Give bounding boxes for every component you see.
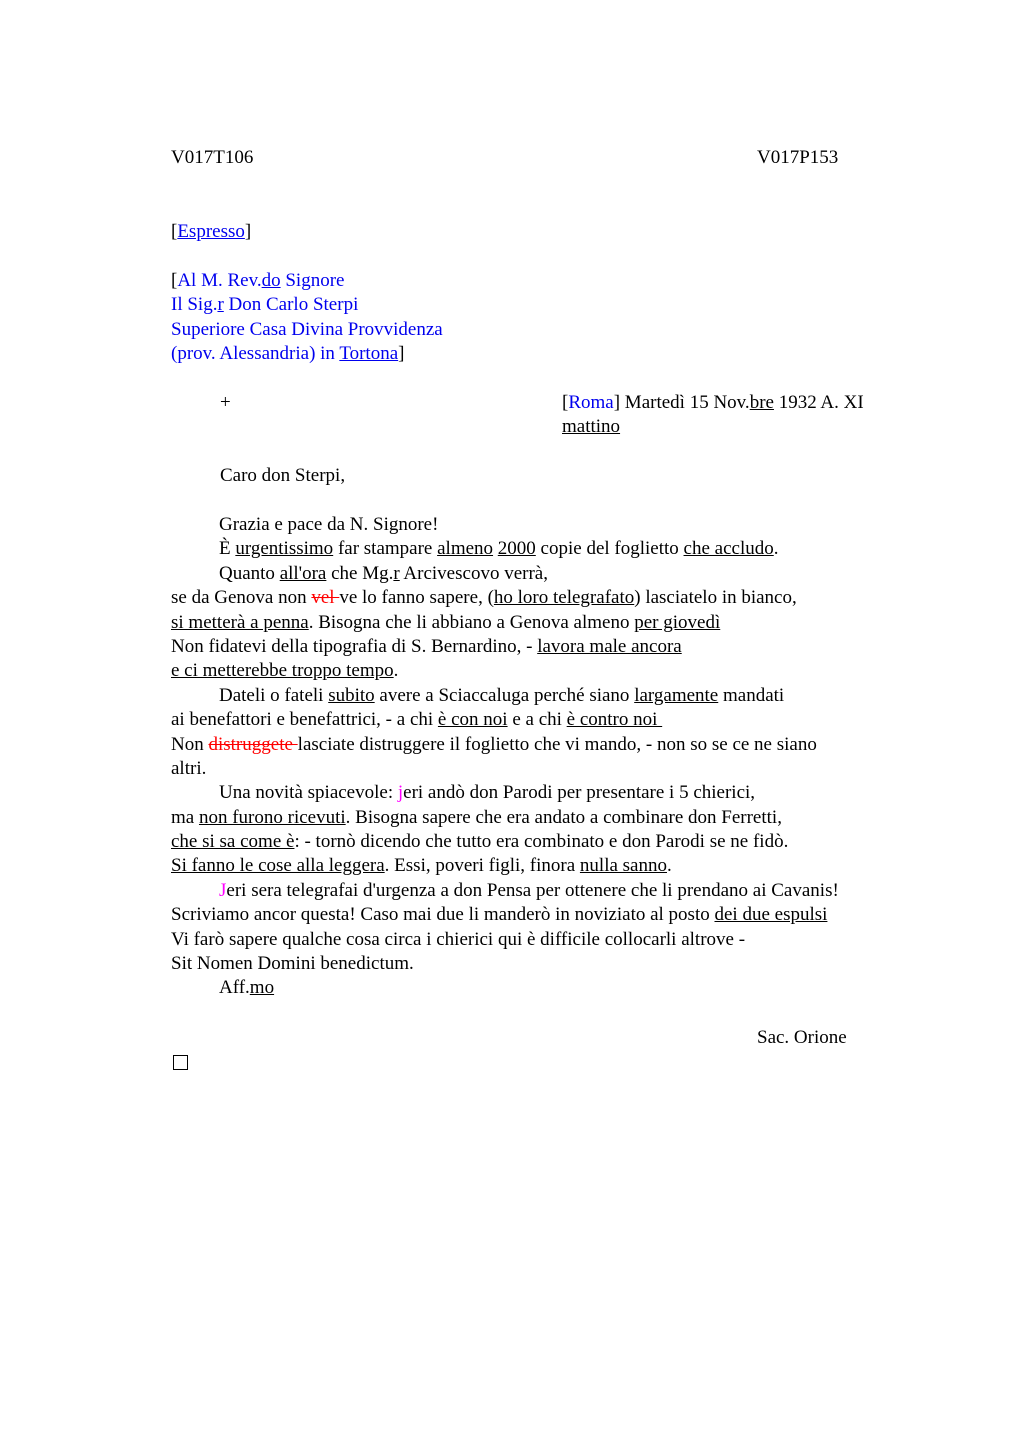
text: Non fidatevi della tipografia di S. Bernardino, - [171,635,538,657]
deleted-text: distruggete [208,733,298,755]
bracket-close: ] [244,221,252,242]
text: ai benefattori e benefattrici, - a chi [171,709,438,731]
text: : - tornò dicendo che tutto era combinato e don Parodi se ne fidò. [294,831,789,853]
underlined-text: 2000 [497,538,536,560]
document-code-left: V017T106 [171,147,254,168]
underlined-text: che si sa come è [171,831,295,853]
text: che Mg. [326,562,394,584]
deleted-text: vel [311,587,340,609]
text: lasciate distruggere il foglietto che vi mando, - non so se ce ne siano [297,733,817,755]
text: . Bisogna sapere che era andato a combinare don Ferretti, [345,806,782,828]
text: Quanto [219,562,280,584]
address-line-4 [171,342,443,366]
underlined-text: Si fanno le cose alla leggera [171,855,385,877]
underlined-text: dei due espulsi [714,904,828,926]
address-text: Il Sig. [171,294,218,316]
body-line [171,562,839,586]
body-line: Sit Nomen Domini benedictum. [171,953,414,975]
address-text: Signore [280,270,345,291]
text: . Bisogna che li abbiano a Genova almeno [308,611,635,633]
underlined-text: all'ora [279,562,327,584]
underlined-text: lavora male ancora [537,635,682,657]
text: ve lo fanno sapere, ( [339,587,494,609]
body-line [171,659,839,683]
signature: Sac. Orione [757,1027,847,1048]
address-line-2 [171,293,443,317]
salutation: Caro don Sterpi, [220,465,346,486]
text: Aff. [219,977,250,999]
text: eri sera telegrafai d'urgenza a don Pensa per ottenere che li prendano ai Cavanis! [226,879,839,901]
underlined-text: almeno [437,538,494,560]
body-line [171,806,839,830]
body-line [171,830,839,854]
underlined-text: e ci metterebbe troppo tempo [171,660,394,682]
body-line [171,854,839,878]
text: Arcivescovo verrà, [399,562,548,584]
body-line [171,537,839,561]
body-line [171,903,839,927]
text: eri andò don Parodi per presentare i 5 chierici, [403,782,756,804]
body-line [171,586,839,610]
body-line [171,733,839,757]
bracket-open: [ [171,221,178,242]
text: ) lasciatelo in bianco, [634,587,797,609]
address-text: Don Carlo Sterpi [223,294,359,316]
underlined-text: nulla sanno [579,855,667,877]
underlined-text: è con noi [437,709,508,731]
address-line-1 [171,269,443,293]
text: Una novità spiacevole: [219,782,398,804]
bracket-open: [ [171,270,178,291]
body-line [171,781,839,805]
text: e a chi [507,709,567,731]
body-line [171,708,839,732]
text: se da Genova non [171,587,312,609]
dateline-city: Roma [568,392,614,413]
text: ma [171,806,199,828]
text: . [393,660,399,682]
underlined-text: ho loro telegrafato [493,587,635,609]
dateline-text: 1932 A. XI [773,392,864,413]
body-line [171,635,839,659]
dateline [562,391,864,440]
body-line: Vi farò sapere qualche cosa circa i chierici qui è difficile collocarli altrove - [171,928,746,950]
dateline-line-1 [562,391,864,415]
address-line-3: Superiore Casa Divina Provvidenza [171,318,443,340]
text: copie del foglietto [535,538,684,560]
text: far stampare [333,538,438,560]
text: Scriviamo ancor questa! Caso mai due li manderò in noviziato al posto [171,904,715,926]
underlined-text: che accludo [683,538,774,560]
letter-body [171,513,839,1001]
underlined-text: subito [328,684,375,706]
text: Non [171,733,209,755]
address-abbrev: do [261,270,281,291]
bracket-open: [ [562,392,569,413]
body-line [171,879,839,903]
dateline-text: Martedì 15 Nov. [620,392,750,413]
underlined-text: mo [249,977,275,999]
text: È [219,538,236,560]
body-line [171,684,839,708]
body-line: Grazia e pace da N. Signore! [219,514,439,535]
checkbox-square-icon [173,1055,188,1070]
body-line [171,611,839,635]
underlined-text: r [393,562,400,584]
address-city: Tortona [339,343,399,365]
underlined-text: urgentissimo [235,538,334,560]
text: avere a Sciaccaluga perché siano [374,684,635,706]
text: Dateli o fateli [219,684,329,706]
document-code-right: V017P153 [757,147,839,168]
dateline-abbrev: bre [749,392,774,413]
underlined-text: è contro noi [566,709,663,731]
text: mandati [718,684,785,706]
underlined-text: per giovedì [634,611,721,633]
text: . [667,855,672,877]
highlighted-letter: j [397,782,404,804]
address-block [171,269,443,367]
underlined-text: largamente [634,684,719,706]
bracket-close: ] [613,392,621,413]
bracket-close: ] [398,343,405,365]
address-text: (prov. Alessandria) in [171,343,340,365]
dateline-line-2: mattino [562,416,621,438]
espresso-label: Espresso [177,221,245,242]
underlined-text: si metterà a penna [171,611,309,633]
text: . [773,538,779,560]
highlighted-letter: J [219,879,227,901]
address-text: Al M. Rev. [177,270,262,291]
underlined-text: non furono ricevuti [198,806,346,828]
body-line [171,976,839,1000]
address-abbrev: r [217,294,224,316]
text: . Essi, poveri figli, finora [384,855,580,877]
body-line: altri. [171,757,207,779]
cross-symbol: + [220,392,231,413]
espresso-note [171,220,251,244]
